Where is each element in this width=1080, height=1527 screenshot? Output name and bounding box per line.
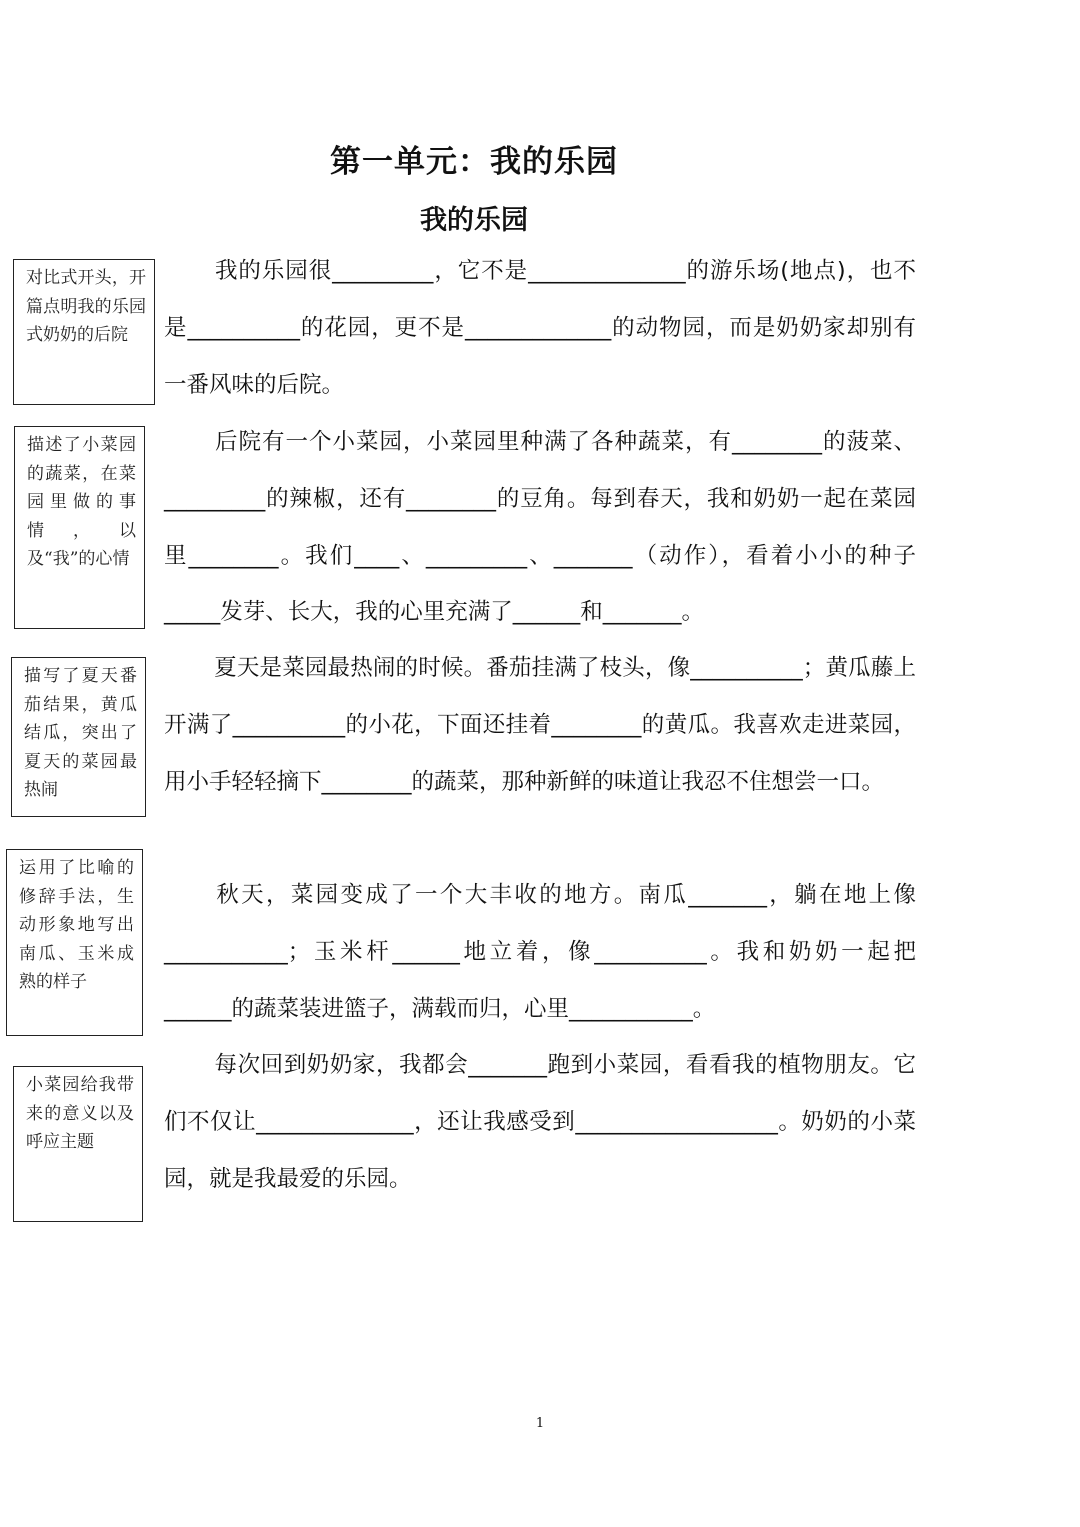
annotation-box-5: 小菜园给我带来的意义以及呼应主题	[13, 1066, 143, 1222]
essay-title: 我的乐园	[420, 205, 528, 236]
page-title: 第一单元：我的乐园	[330, 144, 618, 180]
annotation-box-2: 描述了小菜园的蔬菜，在菜园里做的事情，以及“我”的心情	[14, 426, 145, 629]
page-number: 1	[535, 1416, 545, 1431]
paragraph-1: 我的乐园很_________，它不是______________的游乐场(地点)，也不是__________的花园，更不是_____________的动物园，而是奶奶家却别有一番风味的后院。	[164, 258, 916, 398]
annotation-box-3: 描写了夏天番茄结果，黄瓜结瓜，突出了夏天的菜园最热闹	[11, 657, 146, 817]
paragraph-3: 夏天是菜园最热闹的时候。番茄挂满了枝头，像__________；黄瓜藤上开满了__________的小花，下面还挂着________的黄瓜。我喜欢走进菜园，用小手轻轻摘下________的蔬菜，那种新鲜的味道让我忍不住想尝一口。	[164, 655, 916, 795]
annotation-box-4: 运用了比喻的修辞手法，生动形象地写出南瓜、玉米成熟的样子	[6, 849, 143, 1036]
annotation-box-1: 对比式开头，开篇点明我的乐园式奶奶的后院	[13, 259, 155, 405]
paragraph-4: 秋天，菜园变成了一个大丰收的地方。南瓜_______，躺在地上像___________；玉米杆______地立着，像__________。我和奶奶一起把______的蔬菜装进篮子，满载而归，心里___________。	[164, 882, 916, 1022]
paragraph-2: 后院有一个小菜园，小菜园里种满了各种蔬菜，有________的菠菜、_________的辣椒，还有________的豆角。每到春天，我和奶奶一起在菜园里________。我们____、_________、_______（动作），看着小小的种子_____发芽、长大，我的心里充满了______和_______。	[164, 429, 916, 626]
paragraph-5: 每次回到奶奶家，我都会_______跑到小菜园，看看我的植物朋友。它们不仅让______________，还让我感受到__________________。奶奶的小菜园，就是我最爱的乐园。	[164, 1052, 916, 1192]
